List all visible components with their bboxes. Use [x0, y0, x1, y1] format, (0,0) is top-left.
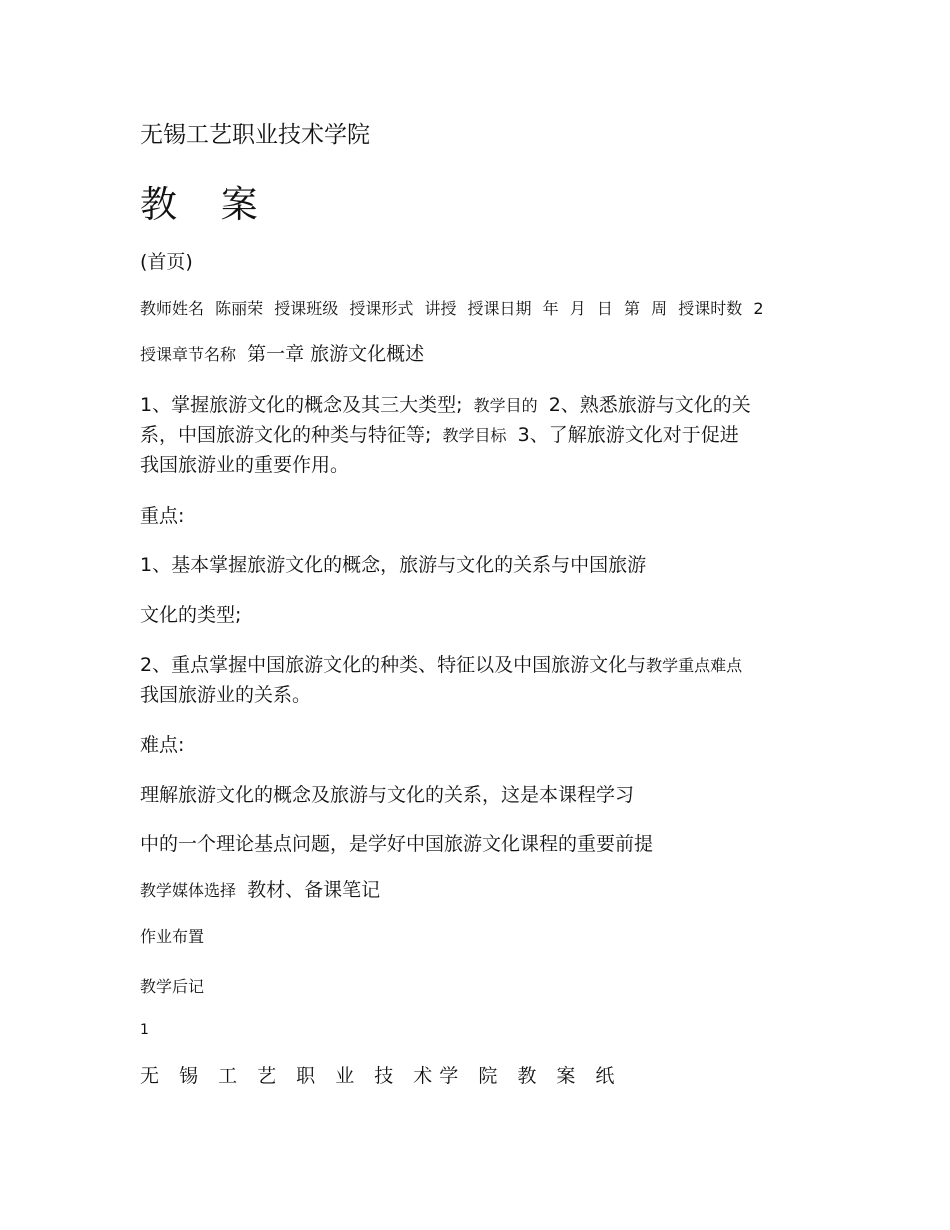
first-page-marker: (首页): [140, 251, 193, 273]
chapter-value: 第一章 旅游文化概述: [247, 343, 425, 365]
media-row: [140, 881, 380, 900]
media-value: 教材、备课笔记: [247, 879, 381, 901]
goals-line-1: [140, 396, 751, 415]
footer-title: 无 锡 工 艺 职 业 技 术学 院 教 案 纸: [140, 1065, 622, 1087]
class-label: 授课班级: [274, 299, 339, 318]
teacher-name: 陈丽荣: [215, 299, 264, 318]
chapter-row: [140, 345, 424, 364]
teacher-info-row: [140, 301, 764, 317]
difficulty-line-1: 理解旅游文化的概念及旅游与文化的关系，这是本课程学习: [140, 784, 635, 806]
key-point-2-line-1: [140, 656, 742, 675]
year-label: 年: [542, 299, 559, 318]
day-label: 日: [596, 299, 613, 318]
goal-3: 3、了解旅游文化对于促进: [517, 424, 739, 446]
week-label: 周: [651, 299, 668, 318]
hours-label: 授课时数: [678, 299, 743, 318]
difficulty-line-2: 中的一个理论基点问题，是学好中国旅游文化课程的重要前提: [140, 833, 654, 855]
key-points-label: 教学重点难点: [646, 656, 743, 675]
goal-1: 1、掌握旅游文化的概念及其三大类型;: [140, 394, 463, 416]
key-points-heading: 重点:: [140, 505, 185, 527]
goal-label-purpose: 教学目的: [473, 396, 538, 415]
key-point-1-line-2: 文化的类型;: [140, 604, 242, 626]
date-label: 授课日期: [467, 299, 532, 318]
document-title: 教 案: [140, 183, 274, 226]
goals-line-3: 我国旅游业的重要作用。: [140, 454, 350, 476]
key-point-1-line-1: 1、基本掌握旅游文化的概念，旅游与文化的关系与中国旅游: [140, 554, 647, 576]
page-number: 1: [140, 1022, 149, 1038]
teacher-label: 教师姓名: [140, 299, 205, 318]
institution-name: 无锡工艺职业技术学院: [140, 122, 370, 148]
month-label: 月: [569, 299, 586, 318]
key-point-2-text: 2、重点掌握中国旅游文化的种类、特征以及中国旅游文化与: [140, 654, 647, 676]
postscript-label: 教学后记: [140, 977, 205, 996]
homework-label: 作业布置: [140, 927, 205, 946]
goal-2: 2、熟悉旅游与文化的关: [548, 394, 751, 416]
media-label: 教学媒体选择: [140, 881, 237, 900]
chapter-label: 授课章节名称: [140, 345, 237, 364]
key-point-2-line-2: 我国旅游业的关系。: [140, 684, 312, 706]
hours-value: 2: [753, 299, 764, 318]
difficulties-heading: 难点:: [140, 734, 185, 756]
goal-label-target: 教学目标: [442, 426, 507, 445]
week-prefix: 第: [623, 299, 640, 318]
form-label: 授课形式: [349, 299, 414, 318]
goal-2-cont: 系，中国旅游文化的种类与特征等;: [140, 424, 432, 446]
goals-line-2: [140, 426, 739, 445]
form-value: 讲授: [424, 299, 457, 318]
